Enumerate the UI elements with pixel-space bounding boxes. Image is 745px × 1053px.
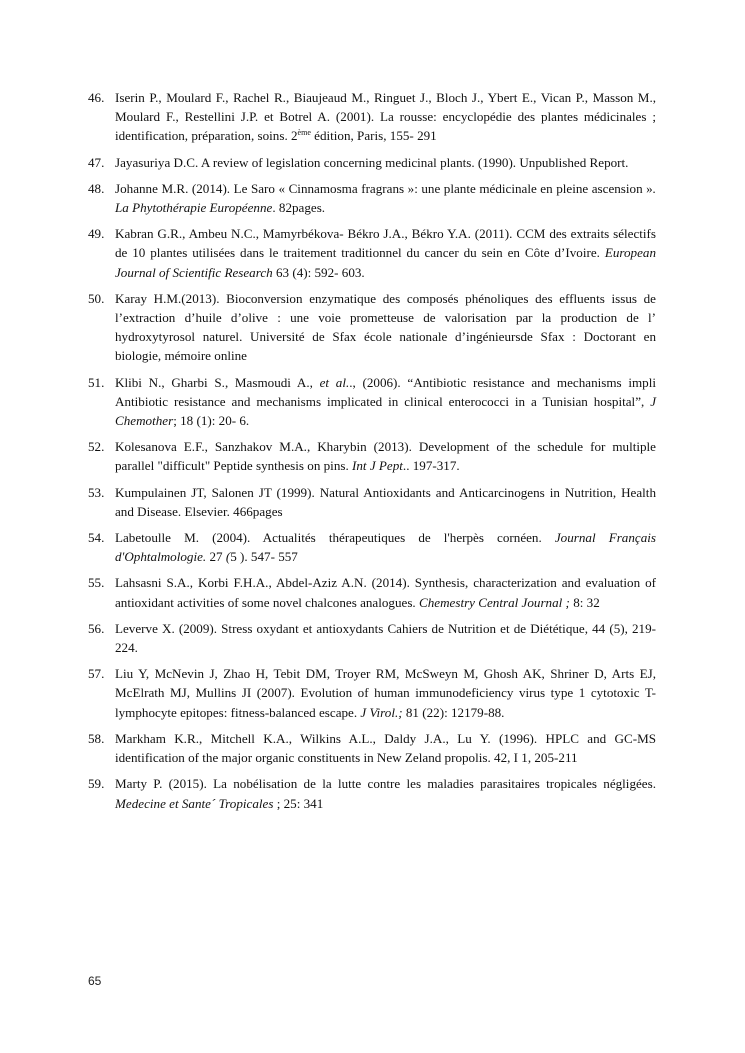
text-segment: Markham K.R., Mitchell K.A., Wilkins A.L., Daldy J.A., Lu Y. (1996). HPLC and GC-MS identification of the major organic constituents in New Zeland propolis. 42, I 1, 205-211 <box>115 730 656 766</box>
italic-text: Chemestry Central Journal ; <box>418 594 570 610</box>
reference-number: 46. <box>88 90 105 105</box>
reference-number: 49. <box>88 226 105 242</box>
text-segment: Kumpulainen JT, Salonen JT (1999). Natural Antioxidants and Anticarcinogens in Nutrition, Health and Disease. Elsevier. 466pages <box>115 484 656 519</box>
reference-item <box>88 729 656 767</box>
text-segment: ; 25: 341 <box>273 795 324 811</box>
reference-item <box>88 153 656 172</box>
reference-number: 47. <box>88 154 105 170</box>
italic-text: Journal Français d'Ophtalmologie. <box>115 530 656 565</box>
reference-text <box>115 375 656 428</box>
italic-text: Int J Pept <box>352 458 403 474</box>
reference-item <box>88 88 656 146</box>
reference-text <box>115 181 656 215</box>
reference-number: 53. <box>88 484 105 500</box>
reference-item <box>88 619 656 657</box>
text-segment: Liu Y, McNevin J, Zhao H, Tebit DM, Troyer RM, McSweyn M, Ghosh AK, Shriner D, Arts EJ, McElrath MJ, Mullins JI (2007). Evolution of human immunodeficiency virus type 1 cytotoxic T- lymphocyte epitopes: fitness-balanced escape. <box>115 666 656 720</box>
text-segment: .. 197-317. <box>402 458 460 474</box>
italic-text: J Chemother <box>115 393 656 429</box>
reference-item <box>88 483 656 521</box>
reference-number: 58. <box>88 730 105 746</box>
reference-text <box>115 155 628 170</box>
reference-text <box>115 731 656 765</box>
italic-text: . La Phytothérapie Européenne <box>115 180 656 216</box>
reference-number: 56. <box>88 620 105 636</box>
reference-text <box>115 291 656 364</box>
italic-text: J Virol.; <box>360 704 403 720</box>
reference-number: 55. <box>88 575 105 591</box>
text-segment: Johanne M.R. (2014). Le Saro « Cinnamosma fragrans »: une plante médicinale en pleine ascension » <box>115 180 653 196</box>
italic-text: ( <box>225 549 231 565</box>
text-segment: 27 <box>206 549 226 565</box>
reference-text <box>115 530 656 564</box>
reference-number: 52. <box>88 439 105 455</box>
reference-text <box>115 439 656 473</box>
reference-item <box>88 437 656 475</box>
reference-text <box>115 485 656 519</box>
reference-list <box>88 88 656 820</box>
reference-number: 54. <box>88 530 105 546</box>
reference-number: 57. <box>88 666 105 682</box>
reference-number: 48. <box>88 180 105 196</box>
reference-text <box>115 575 656 609</box>
text-segment: Kolesanova E.F., Sanzhakov M.A., Kharybin (2013). Development of the schedule for multiple parallel "difficult" Peptide synthesis on pins. <box>115 439 656 474</box>
text-segment: 8: 32 <box>569 594 600 610</box>
text-segment: Jayasuriya D.C. A review of legislation concerning medicinal plants. (1990). Unpublished Report. <box>115 154 629 170</box>
reference-item <box>88 664 656 722</box>
text-segment: Klibi N., Gharbi S., Masmoudi A., <box>115 374 320 390</box>
reference-number: 51. <box>88 374 105 390</box>
text-segment: ; 18 (1): 20- 6. <box>173 413 250 429</box>
superscript-text: ème <box>297 128 311 138</box>
italic-text: European Journal of Scientific Research <box>115 245 656 280</box>
page-number: 65 <box>88 974 102 988</box>
reference-text <box>115 666 656 719</box>
text-segment: Kabran G.R., Ambeu N.C., Mamyrbékova- Békro J.A., Békro Y.A. (2011). CCM des extraits sélectifs de 10 plantes utilisées dans le traitement traditionnel du cancer du sein en Côte d’Ivoire. <box>115 226 656 261</box>
italic-text: Medecine et Sante´ Tropicales <box>115 795 274 811</box>
text-segment: édition, Paris, 155- 291 <box>310 128 437 144</box>
reference-item <box>88 774 656 812</box>
reference-item <box>88 224 656 282</box>
text-segment: 5 ). 547- 557 <box>230 549 298 565</box>
text-segment: 63 (4): 592- 603. <box>272 264 365 280</box>
reference-item <box>88 289 656 366</box>
text-segment: Marty P. (2015). La nobélisation de la lutte contre les maladies parasitaires tropicales négligées. <box>115 776 656 792</box>
text-segment: Karay H.M.(2013). Bioconversion enzymatique des composés phénoliques des effluents issus de l’extraction d’huile d’olive : une voie prometteuse de valorisation par la production de l’ hydroxytyrosol naturel. Université de Sfax école nationale d’ingénieursde Sfax : Doctorant en biologie, mémoire online <box>115 290 656 364</box>
reference-number: 59. <box>88 776 105 792</box>
reference-item <box>88 528 656 566</box>
reference-item <box>88 179 656 217</box>
text-segment: Leverve X. (2009). Stress oxydant et antioxydants Cahiers de Nutrition et de Diététique, 44 (5), 219- 224. <box>115 620 656 656</box>
reference-text <box>115 226 656 279</box>
text-segment: Labetoulle M. (2004). Actualités thérapeutiques de l'herpès cornéen. <box>115 530 555 546</box>
text-segment: Iserin P., Moulard F., Rachel R., Biaujeaud M., Ringuet J., Bloch J., Ybert E., Vican P., Masson M., Moulard F., Restellini J.P. et Botrel A. (2001). La rousse: encyclopédie des plantes médicinales ; identification, préparation, soins. 2 <box>115 90 656 144</box>
reference-item <box>88 373 656 431</box>
reference-text <box>115 776 656 810</box>
text-segment: Lahsasni S.A., Korbi F.H.A., Abdel-Aziz A.N. (2014). Synthesis, characterization and evaluation of antioxidant activities of some novel chalcones analogues. <box>115 575 656 610</box>
reference-text <box>115 90 656 143</box>
reference-item <box>88 573 656 611</box>
text-segment: ., (2006). “Antibiotic resistance and mechanisms impli Antibiotic resistance and mechanisms implicated in clinical enterococci in a Tunisian hospital”, <box>115 374 657 409</box>
italic-text: et al. <box>319 374 350 390</box>
text-segment: . 82pages. <box>272 200 326 216</box>
reference-text <box>115 621 656 655</box>
text-segment: 81 (22): 12179-88. <box>402 704 505 720</box>
reference-number: 50. <box>88 290 105 306</box>
